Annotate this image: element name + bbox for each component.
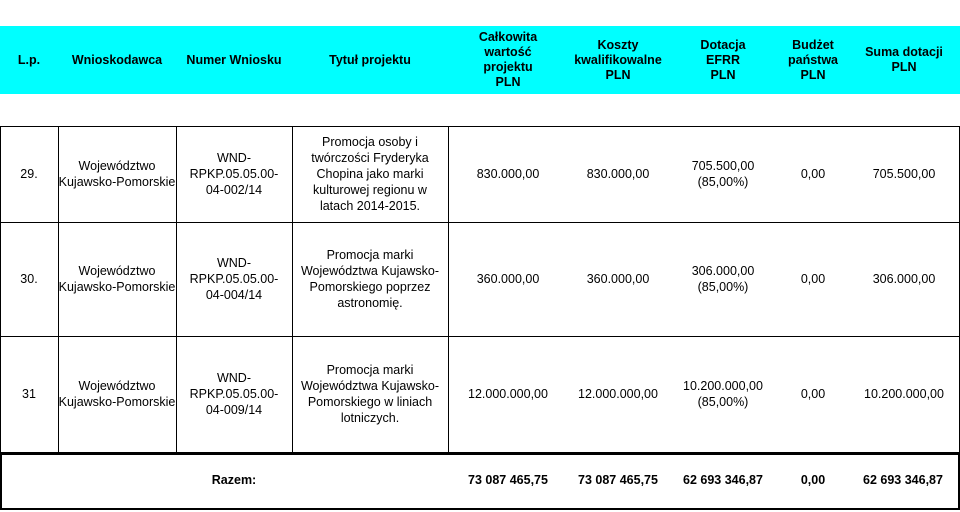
cell-lp: 30. — [20, 272, 38, 286]
applicant-line: Województwo — [78, 159, 156, 173]
cell-eligible: 360.000,00 — [586, 272, 650, 286]
app-number-line: WND- — [216, 371, 251, 385]
header-total-value-line: wartość — [484, 45, 532, 59]
cell-sum: 10.200.000,00 — [864, 387, 944, 401]
title-line: kulturowej regionu w — [313, 183, 427, 197]
header-state-budget-line: państwa — [787, 52, 838, 67]
efrr-line: 10.200.000,00 — [683, 379, 763, 393]
title-line: Promocja marki — [326, 248, 414, 262]
cell-app-number — [176, 126, 292, 222]
header-lp: L.p. — [0, 26, 58, 94]
title-line: Województwa Kujawsko- — [300, 379, 440, 393]
app-number-line: WND- — [216, 151, 251, 165]
cell-efrr — [668, 222, 778, 336]
cell-eligible: 12.000.000,00 — [578, 387, 658, 401]
app-number-line: 04-009/14 — [205, 403, 263, 417]
cell-total-value: 12.000.000,00 — [468, 387, 548, 401]
header-state-budget — [778, 26, 848, 94]
title-line: Pomorskiego poprzez — [309, 280, 431, 294]
header-eligible-line: PLN — [605, 67, 631, 82]
title-line: astronomię. — [337, 296, 403, 310]
applicant-line: Kujawsko-Pomorskie — [58, 395, 176, 409]
cell-title — [292, 126, 448, 222]
cell-total-value: 830.000,00 — [476, 167, 540, 181]
cell-state-budget: 0,00 — [800, 167, 826, 181]
efrr-line: 306.000,00 — [691, 264, 755, 278]
header-sum-line: PLN — [891, 60, 917, 74]
header-eligible-line: Koszty — [597, 37, 639, 52]
header-app-number: Numer Wniosku — [176, 26, 292, 94]
header-total-value — [448, 26, 568, 94]
cell-lp: 29. — [20, 167, 38, 181]
cell-app-number — [176, 336, 292, 452]
header-sum — [848, 26, 960, 94]
header-title: Tytuł projektu — [292, 26, 448, 94]
app-number-line: RPKP.05.05.00- — [189, 387, 279, 401]
app-number-line: RPKP.05.05.00- — [189, 167, 279, 181]
title-line: Chopina jako marki — [316, 167, 424, 181]
cell-efrr — [668, 126, 778, 222]
cell-title — [292, 336, 448, 452]
cell-app-number — [176, 222, 292, 336]
cell-state-budget: 0,00 — [800, 272, 826, 286]
header-eligible — [568, 26, 668, 94]
totals-state-budget: 0,00 — [800, 472, 826, 487]
title-line: Województwa Kujawsko- — [300, 264, 440, 278]
header-efrr — [668, 26, 778, 94]
title-line: latach 2014-2015. — [319, 199, 421, 213]
applicant-line: Kujawsko-Pomorskie — [58, 175, 176, 189]
header-efrr-line: EFRR — [705, 52, 741, 67]
totals-label: Razem: — [211, 472, 257, 487]
cell-sum: 306.000,00 — [872, 272, 936, 286]
title-line: Pomorskiego w liniach — [307, 395, 433, 409]
header-applicant: Wnioskodawca — [58, 26, 176, 94]
efrr-line: (85,00%) — [697, 395, 749, 409]
title-line: twórczości Fryderyka — [311, 151, 429, 165]
applicant-line: Kujawsko-Pomorskie — [58, 280, 176, 294]
cell-efrr — [668, 336, 778, 452]
cell-lp: 31 — [22, 387, 36, 401]
totals-sum: 62 693 346,87 — [863, 472, 943, 487]
header-state-budget-line: PLN — [800, 67, 826, 82]
cell-applicant — [58, 222, 176, 336]
cell-title — [292, 222, 448, 336]
applicant-line: Województwo — [78, 264, 156, 278]
totals-eligible: 73 087 465,75 — [578, 472, 658, 487]
header-eligible-line: kwalifikowalne — [574, 52, 662, 67]
header-total-value-line: Całkowita — [478, 30, 538, 44]
app-number-line: WND- — [216, 256, 251, 270]
efrr-line: (85,00%) — [697, 175, 749, 189]
cell-state-budget: 0,00 — [800, 387, 826, 401]
header-sum-line: Suma dotacji — [865, 45, 943, 59]
title-line: Promocja osoby i — [322, 135, 418, 149]
header-total-value-line: projektu — [483, 60, 533, 74]
header-efrr-line: PLN — [710, 67, 736, 82]
efrr-line: (85,00%) — [697, 280, 749, 294]
header-state-budget-line: Budżet — [792, 37, 834, 52]
app-number-line: RPKP.05.05.00- — [189, 272, 279, 286]
applicant-line: Województwo — [78, 379, 156, 393]
app-number-line: 04-002/14 — [205, 183, 263, 197]
totals-efrr: 62 693 346,87 — [683, 472, 763, 487]
efrr-line: 705.500,00 — [691, 159, 755, 173]
title-line: lotniczych. — [340, 411, 400, 425]
app-number-line: 04-004/14 — [205, 288, 263, 302]
header-efrr-line: Dotacja — [700, 37, 746, 52]
cell-total-value: 360.000,00 — [476, 272, 540, 286]
header-total-value-line: PLN — [495, 75, 521, 89]
cell-eligible: 830.000,00 — [586, 167, 650, 181]
cell-sum: 705.500,00 — [872, 167, 936, 181]
title-line: Promocja marki — [326, 363, 414, 377]
cell-applicant — [58, 336, 176, 452]
cell-applicant — [58, 126, 176, 222]
totals-total-value: 73 087 465,75 — [468, 472, 548, 487]
